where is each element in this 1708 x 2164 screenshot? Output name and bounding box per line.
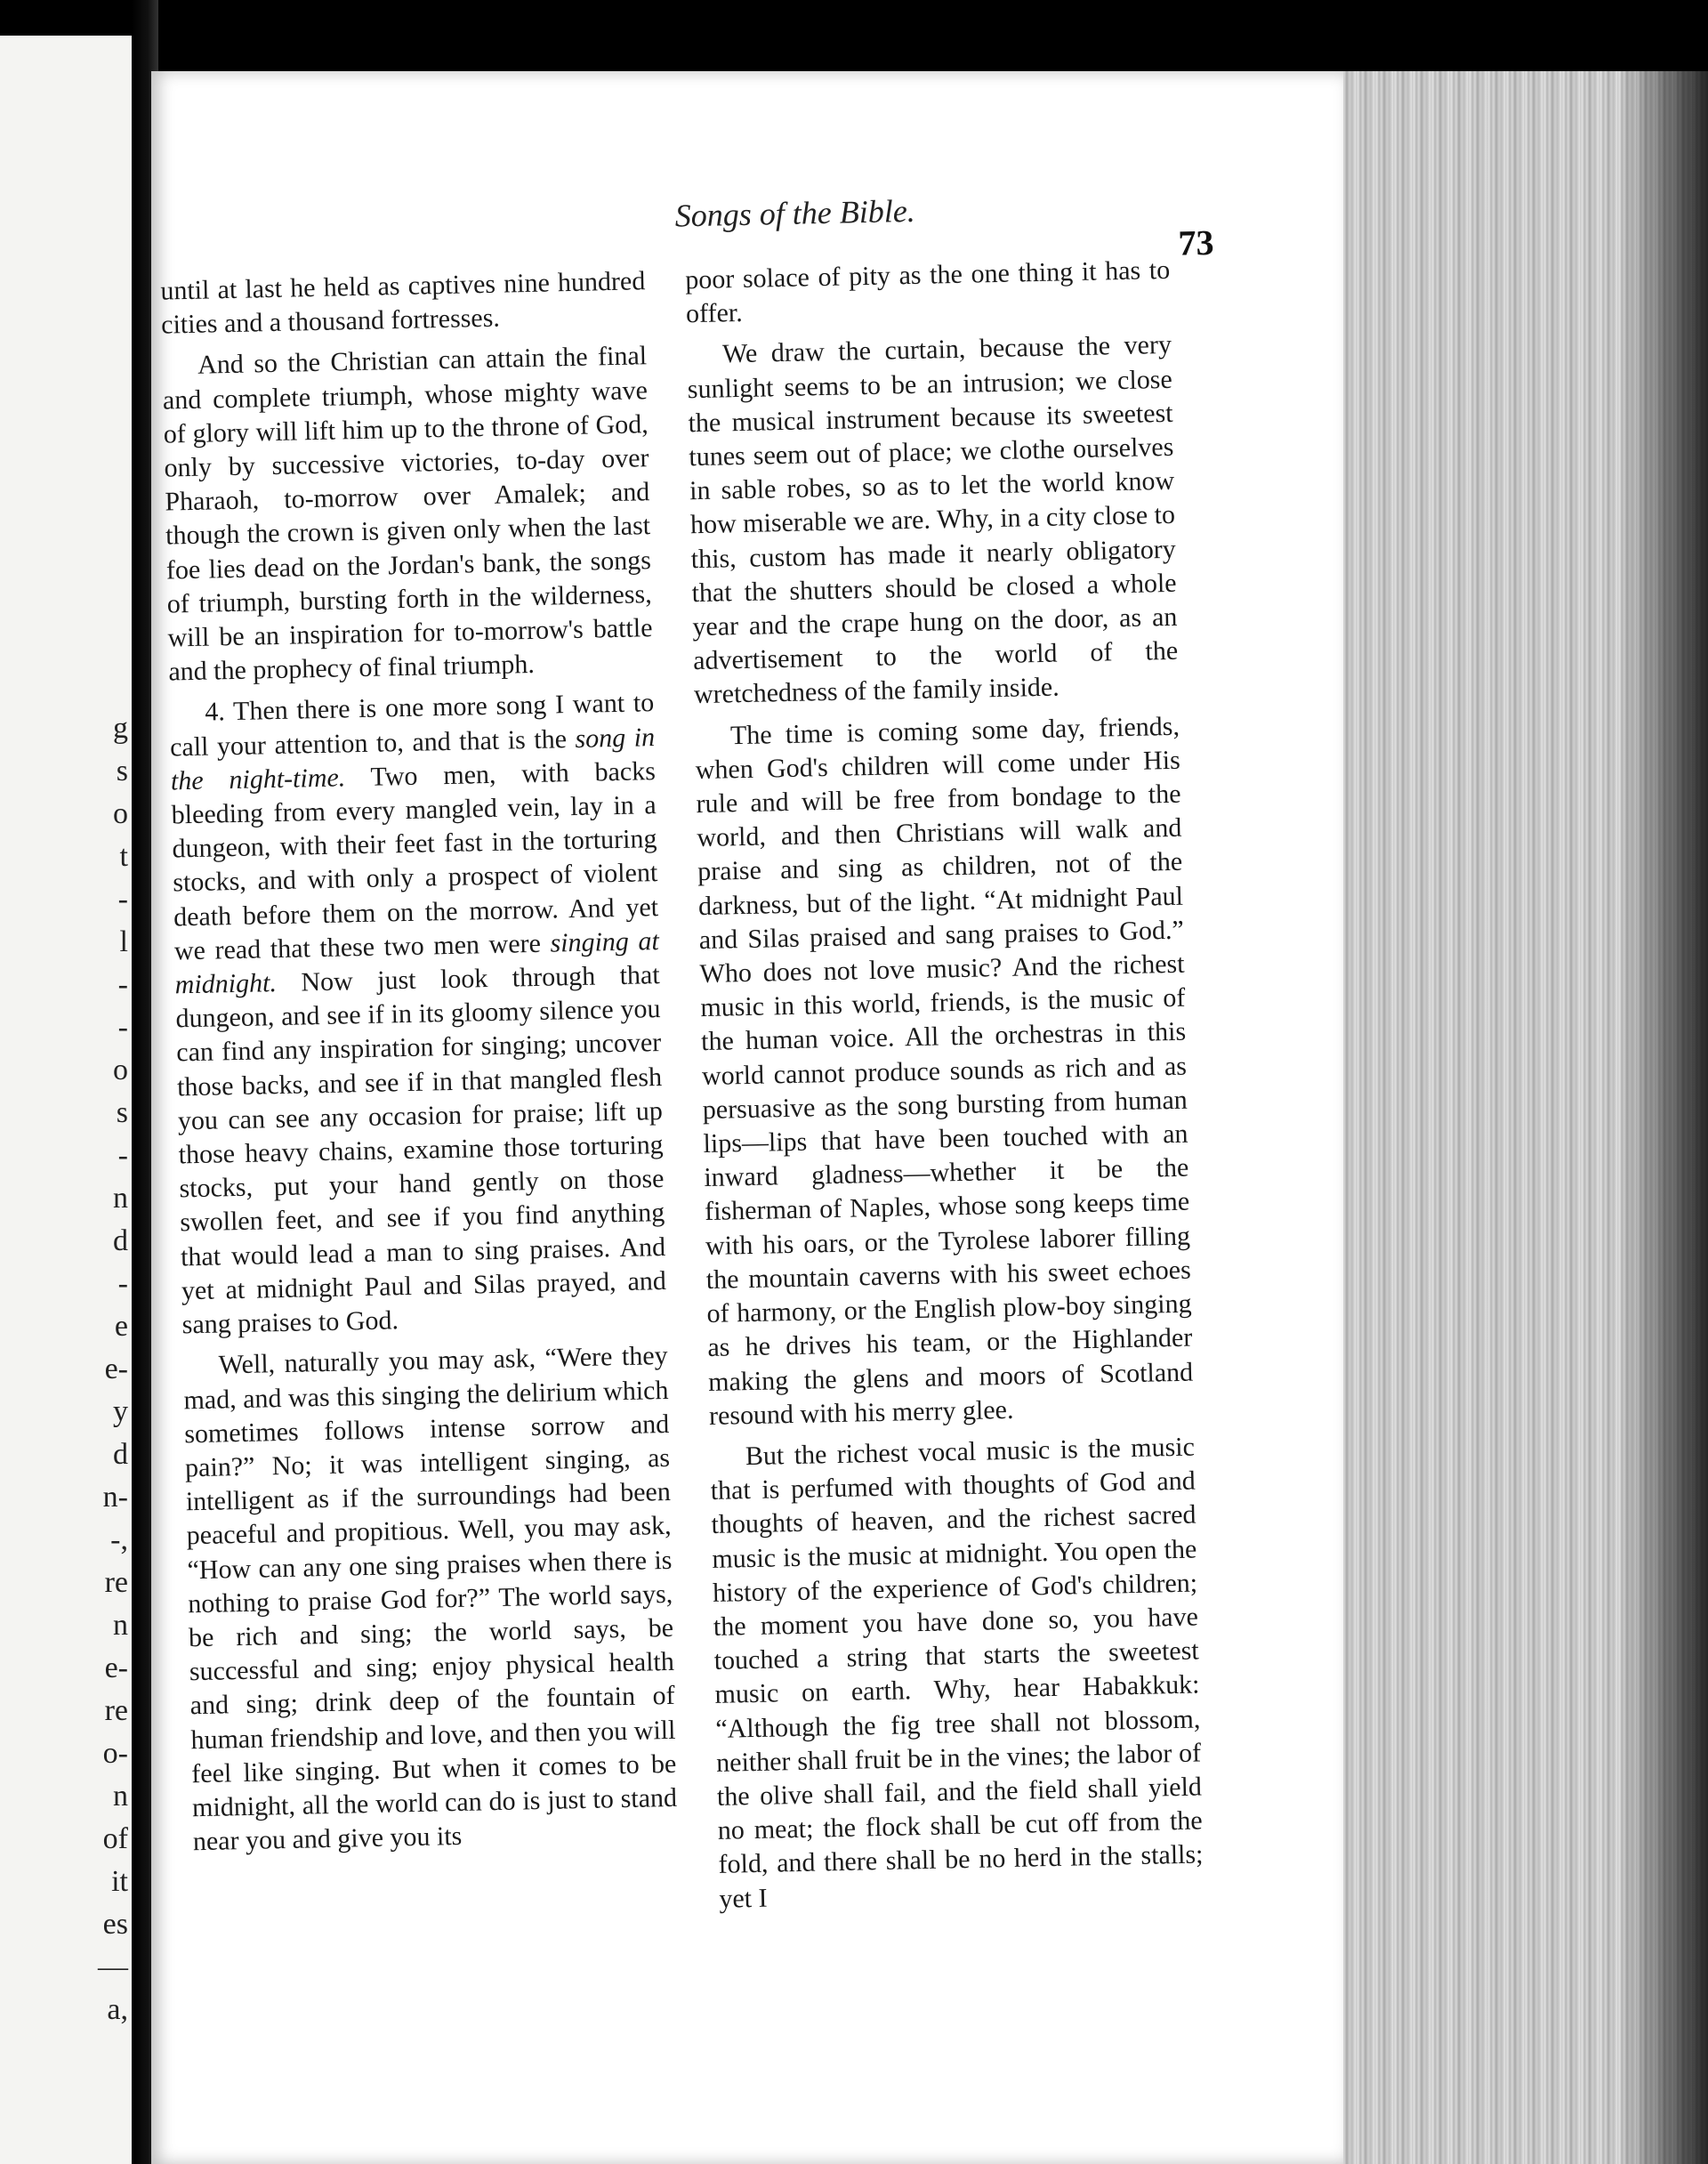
edge-text-fragment: — bbox=[98, 1950, 128, 1983]
paragraph bbox=[710, 1430, 1204, 1916]
edge-text-fragment: of bbox=[102, 1822, 128, 1855]
edge-text-fragment: l bbox=[119, 925, 128, 958]
edge-text-fragment: o- bbox=[102, 1737, 128, 1770]
paragraph bbox=[687, 328, 1180, 713]
paragraph-text: Now just look through that dungeon, and see if in its gloomy silence you can find any inspiration for singing; uncover those backs, and see if in that mangled flesh you can see any occasion for praise; lift up those heavy chains, examine those torturing stocks, put your hand gently on those swollen feet, and see if you find anything that would lead a man to sing praises. And yet at midnight Paul and Silas prayed, and sang praises to God. bbox=[175, 960, 667, 1340]
edge-text-fragment: d bbox=[113, 1438, 128, 1471]
paragraph-text: But the richest vocal music is the music that is perfumed with thoughts of God and thoughts of heaven, and the richest sacred music is the music at midnight. You open the history of the experience of God's children; the moment you have done so, you have touched a string that starts the sweetest music on earth. Why, hear Habakkuk: “Although the fig tree shall not blossom, neither shall fruit be in the vines; the labor of the olive shall fail, and the field shall yield no meat; the flock shall be cut off from the fold, and there shall be no herd in the stalls; yet I bbox=[710, 1432, 1204, 1914]
paragraph bbox=[169, 687, 667, 1343]
left-text-column bbox=[160, 264, 678, 1866]
paragraph-text: Two men, with backs bleeding from every mangled vein, lay in a dungeon, with their feet fast in the torturing stocks, and with only a prospect of violent death before them on the morrow. And yet we read that these two men were bbox=[171, 755, 659, 966]
edge-text-fragment: es bbox=[102, 1908, 128, 1941]
edge-text-fragment: o bbox=[113, 1054, 128, 1086]
paragraph bbox=[162, 340, 654, 690]
edge-text-fragment: - bbox=[117, 1267, 128, 1300]
edge-text-fragment: n bbox=[113, 1780, 128, 1813]
page-content bbox=[130, 59, 1366, 2164]
edge-text-fragment: e bbox=[114, 1310, 128, 1343]
edge-text-fragment: t bbox=[119, 840, 128, 873]
page-number: 73 bbox=[1178, 222, 1214, 263]
edge-text-fragment: n bbox=[113, 1182, 128, 1215]
facing-page-edge-text bbox=[93, 36, 128, 2164]
edge-text-fragment: n bbox=[113, 1609, 128, 1642]
edge-text-fragment: s bbox=[116, 1096, 128, 1129]
edge-text-fragment: e- bbox=[104, 1352, 128, 1385]
edge-text-fragment: re bbox=[104, 1566, 128, 1599]
italic-phrase: singing at midnight. bbox=[174, 925, 660, 1000]
paragraph bbox=[182, 1339, 678, 1859]
paragraph-text: The time is coming some day, friends, when God's children will come under His rule and will be free from bondage to the world, and then Christians will walk and praise and sing as children, not of the darkness, but of the light. “At midnight Paul and Silas praised and sang praises to God.” Who does not love music? And the richest music in this world, friends, is the music of the human voice. All the orchestras in this world cannot produce sounds as rich and as persuasive as the song bursting from human lips—lips that have been touched with an inward gladness—whether it be the fisherman of Naples, whose song keeps time with his oars, or the Tyrolese laborer filling the mountain caverns with his sweet echoes of harmony, or the English plow-boy singing as he drives his team, or the Highlander making the glens and moors of Scotland resound with his merry glee. bbox=[695, 711, 1194, 1431]
edge-text-fragment: s bbox=[116, 755, 128, 787]
italic-phrase: song in the night-time. bbox=[170, 722, 656, 796]
edge-text-fragment: -, bbox=[110, 1523, 128, 1556]
edge-text-fragment: - bbox=[117, 1139, 128, 1172]
edge-text-fragment: it bbox=[111, 1865, 128, 1898]
edge-text-fragment: g bbox=[113, 712, 128, 745]
book-page bbox=[151, 71, 1343, 2164]
paragraph-text: And so the Christian can attain the final and complete triumph, whose mighty wave of glory will lift him up to the throne of God, only by successive victories, to-day over Pharaoh, to-morrow over Amalek; and though the crown is given only when the last foe lies dead on the Jordan's bank, the songs of triumph, bursting forth in the wilderness, will be an inspiration for to-morrow's battle and the prophecy of final triumph. bbox=[162, 341, 653, 687]
paragraph-text: Well, naturally you may ask, “Were they mad, and was this singing the delirium which sometimes follows intense sorrow and pain?” No; it was intelligent singing, as intelligent as if the surroundings had been peaceful and propitious. Well, you may ask, “How can any one sing praises when there is nothing to praise God for?” The world says, be rich and sing; the world says, be successful and sing; enjoy physical health and sing; drink deep of the fountain of human friendship and love, and then you will feel like singing. But when it comes to be midnight, all the world can do is just to stand near you and give you its bbox=[183, 1341, 678, 1857]
book-edge-shadow bbox=[1619, 71, 1708, 2164]
edge-text-fragment: a, bbox=[107, 1993, 128, 2026]
paragraph-text: until at last he held as captives nine hundred cities and a thousand fortresses. bbox=[160, 266, 646, 340]
facing-page-sliver bbox=[0, 36, 132, 2164]
paragraph bbox=[160, 264, 646, 343]
edge-text-fragment: - bbox=[117, 883, 128, 916]
edge-text-fragment: e- bbox=[104, 1651, 128, 1684]
scan-background-top bbox=[0, 0, 1708, 71]
edge-text-fragment: d bbox=[113, 1224, 128, 1257]
paragraph-text: poor solace of pity as the one thing it has to offer. bbox=[684, 254, 1171, 329]
edge-text-fragment: - bbox=[117, 1011, 128, 1044]
edge-text-fragment: o bbox=[113, 797, 128, 830]
running-head: Songs of the Bible. bbox=[674, 192, 916, 234]
paragraph-text: We draw the curtain, because the very sunlight seems to be an intrusion; we close the musical instrument because its sweetest tunes seem out of place; we clothe ourselves in sable robes, so as to let the world know how miserable we are. Why, in a city close to this, custom has made it nearly obligatory that the shutters should be closed a whole year and the crape hung on the door, as an advertisement to the world of the wretchedness of the family inside. bbox=[687, 330, 1179, 710]
edge-text-fragment: re bbox=[104, 1694, 128, 1727]
edge-text-fragment: n- bbox=[102, 1481, 128, 1514]
edge-text-fragment: - bbox=[117, 968, 128, 1001]
paragraph bbox=[685, 254, 1171, 332]
right-text-column bbox=[685, 254, 1204, 1924]
edge-text-fragment: y bbox=[113, 1395, 128, 1428]
paragraph-text: 4. Then there is one more song I want to call your attention to, and that is the bbox=[169, 688, 655, 763]
paragraph bbox=[695, 709, 1195, 1433]
